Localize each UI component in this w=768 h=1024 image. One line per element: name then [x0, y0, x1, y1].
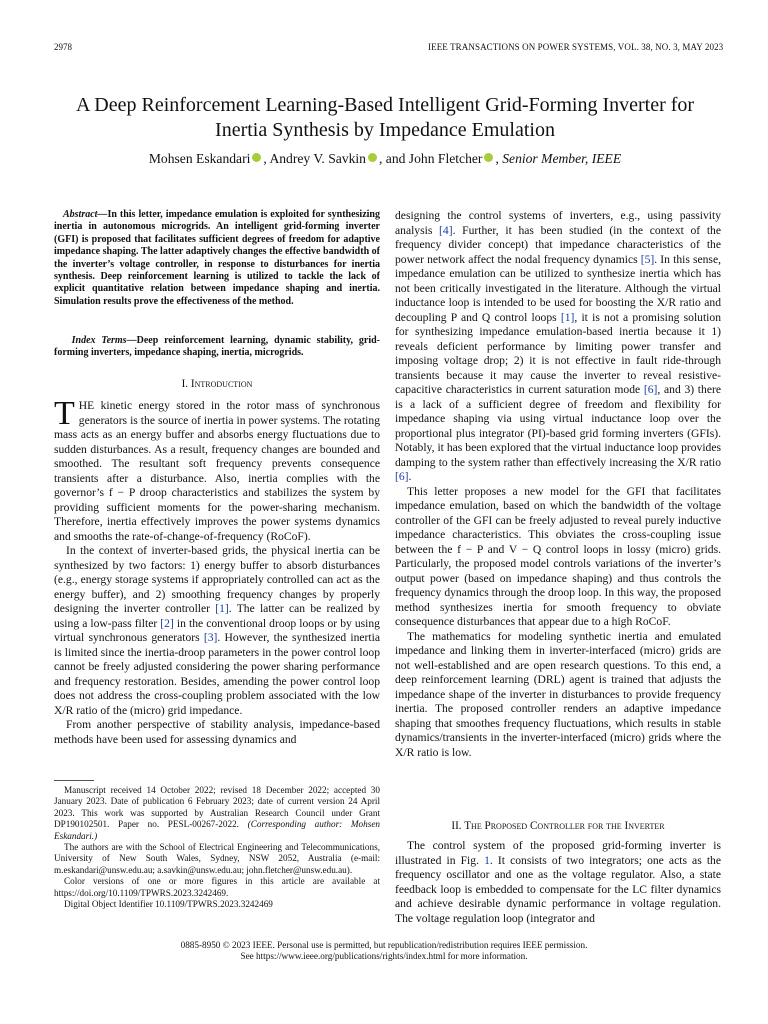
section-heading-introduction: I. Introduction: [181, 378, 253, 390]
section-heading-proposed-controller: II. The Proposed Controller for the Inverter: [451, 820, 665, 832]
footnote-doi: Digital Object Identifier 10.1109/TPWRS.2023.3242469: [64, 899, 273, 910]
citation-link[interactable]: [6]: [643, 383, 658, 396]
abstract-text: In this letter, impedance emulation is exploited for synthesizing inertia in autonomous microgrids. An intelligent grid-forming inverter (GFI) is proposed that facilitates sufficient degrees of freedom for adaptive impedance shaping. The latter adaptively changes the effective bandwidth of the inverter’s voltage controller, in response to disturbances for inertia synthesis. Deep reinforcement learning is utilized to tackle the lack of explicit quantitative relation between impedance shaping and inertia. Simulation results prove the effectiveness of the method.: [54, 209, 380, 307]
footnote-color: Color versions of one or more figures in this article are available at https://doi.org/10.1109/TPWRS.2023.3242469.: [54, 876, 380, 898]
title-line-2: Inertia Synthesis by Impedance Emulation: [215, 119, 555, 141]
footnote-manuscript: Manuscript received 14 October 2022; revised 18 December 2022; accepted 30 January 2023. Date of publication 6 February 2023; date of current version 24 April 2023. This work was supported by Australian Research Council under Grant DP190102501. Paper no. PESL-00267-2022. (Corresponding author: Mohsen Eskandari.): [54, 785, 380, 841]
author-3-membership: Senior Member, IEEE: [502, 151, 622, 166]
paragraph: In the context of inverter-based grids, the physical inertia can be synthesized by two factors: 1) energy buffer to absorb disturbances (e.g., energy storage systems if appropriately controlled can act as the energy buffer), and 2) smoothing frequency changes by properly designing the inverter controller [1]. The latter can be realized by using a low-pass filter [2] in the conventional droop loops or by using virtual synchronous generators [3]. However, the synthesized inertia is limited since the inertia-droop parameters in the power control loop cannot be freely adjusted considering the power sharing performance and frequency restoration. Besides, amending the power control loop does not address the cross-coupling problem associated with the low X/R ratio of the (micro) grid impedance.: [54, 544, 380, 717]
copyright-line-1: 0885-8950 © 2023 IEEE. Personal use is permitted, but republication/redistribution requires IEEE permission.: [180, 940, 588, 950]
citation-link[interactable]: [4]: [439, 223, 453, 237]
page-number: 2978: [54, 42, 72, 52]
abstract-label: Abstract—: [62, 209, 108, 220]
abstract: [54, 209, 380, 308]
citation-link[interactable]: [3]: [203, 631, 218, 644]
author-3: and John Fletcher: [385, 151, 483, 166]
author-2: Andrey V. Savkin: [269, 151, 366, 166]
author-1: Mohsen Eskandari: [148, 151, 251, 166]
index-terms-label: Index Terms—: [71, 335, 137, 346]
section-2-body: [395, 839, 721, 926]
citation-link[interactable]: [5]: [640, 252, 655, 266]
journal-header: IEEE TRANSACTIONS ON POWER SYSTEMS, VOL. 38, NO. 3, MAY 2023: [428, 42, 724, 52]
citation-link[interactable]: [6]: [395, 470, 409, 483]
title-line-1: A Deep Reinforcement Learning-Based Intelligent Grid-Forming Inverter for: [75, 94, 695, 116]
figure-link[interactable]: 1: [484, 853, 490, 867]
paragraph: From another perspective of stability analysis, impedance-based methods have been used for assessing dynamics and: [54, 718, 380, 746]
orcid-icon[interactable]: [484, 153, 493, 162]
copyright-notice: [54, 940, 714, 962]
paragraph: This letter proposes a new model for the GFI that facilitates impedance emulation, based on which the bandwidth of the voltage controller of the GFI can be freely adjusted to reveal purely inductive impedance characteristics. This obviates the cross-coupling issue between the f − P and V − Q control loops in lossy (micro) grids. Particularly, the proposed model controls variations of the inverter’s output power (based on impedance shaping) and thus controls the frequency dynamics through the droop loop. In this way, the proposed method synthesizes inertia for smooth frequency to obviate consequence disturbances that appear due to a high RoCoF.: [395, 484, 721, 628]
right-column-body: [395, 209, 721, 760]
paragraph: THE kinetic energy stored in the rotor mass of synchronous generators is the source of inertia in power systems. The rotating mass acts as an energy buffer and absorbs energy fluctuations due to sudden disturbances. As a result, frequency changes are bounded and smoothed. The resultant soft frequency prevents consequence transients after a disturbance. Also, inertia complies with the governor’s f − P droop characteristics and stabilizes the system by providing sufficient moments for the power-sharing mechanism. Therefore, inertia effectively improves the power systems dynamics and smooths the rate-of-change-of-frequency (RoCoF).: [54, 395, 380, 543]
paragraph: The control system of the proposed grid-forming inverter is illustrated in Fig. 1. It consists of two integrators; one acts as the frequency oscillator and one as the voltage regulator. Also, a state feedback loop is embedded to compensate for the LC filter dynamics and achieve desirable dynamic performance in voltage regulation. The voltage regulation loop (integrator and: [395, 839, 721, 925]
index-terms-text: Deep reinforcement learning, dynamic stability, grid-forming inverters, impedance shaping, inertia, microgrids.: [54, 335, 381, 359]
author-list: Mohsen Eskandari , Andrey V. Savkin , and John Fletcher , Senior Member, IEEE: [148, 151, 622, 166]
footnote-affiliation: The authors are with the School of Electrical Engineering and Telecommunications, University of New South Wales, Sydney, NSW 2052, Australia (e-mail: m.eskandari@unsw.edu.au; a.savkin@unsw.edu.au; john.fletcher@unsw.edu.au).: [54, 842, 380, 875]
citation-link[interactable]: [2]: [160, 616, 174, 630]
index-terms: [54, 335, 380, 360]
copyright-line-2: See https://www.ieee.org/publications/rights/index.html for more information.: [240, 951, 528, 961]
footnotes: [54, 785, 380, 910]
paragraph: The mathematics for modeling synthetic inertia and emulated impedance and linking them in inverter-interfaced (micro) grids are not well-established and are open research questions. To this end, a deep reinforcement learning (DRL) agent is trained that adjusts the impedance shape of the inverter in disturbances to provide frequency inertia. The proposed controller renders an adaptive impedance shaping that smoothes frequency fluctuations, which results in stable dynamics/transients in the inverter-interfaced (micro) grids where the X/R ratio is low.: [395, 629, 721, 759]
citation-link[interactable]: [1]: [560, 310, 575, 324]
orcid-icon[interactable]: [368, 153, 377, 162]
paragraph: designing the control systems of inverters, e.g., using passivity analysis [4]. Further, it has been studied (in the context of the frequency divider concept) that impedance characteristics of the power network affect the nodal frequency dynamics [5]. In this sense, impedance emulation can be utilized to synthesize inertia which has not been critically investigated in the literature. Although the virtual inductance loop is intended to be used for boosting the X/R ratio and decoupling P and Q control loops [1], it is not a promising solution for synthesizing impedance emulation-based inertia because it 1) reveals deficient performance by limiting power transfer and imposing voltage drop; 2) it is not effective in fault ride-through transients because it may cause the inverter to reveal resistive-capacitive characteristics in current saturation mode [6], and 3) there is a lack of a sufficient degree of freedom and flexibility for impedance shaping via using virtual inductance loop over the proportional plus integrator (PI)-based grid forming inverters (GFIs). Notably, it has been explored that the virtual inductance loop provides damping to the system rather than effectively increasing the X/R ratio [6].: [395, 209, 721, 483]
paper-title: [40, 93, 730, 143]
footnote-divider: [54, 780, 94, 781]
citation-link[interactable]: [1]: [215, 602, 229, 615]
left-column-body: [54, 395, 380, 747]
orcid-icon[interactable]: [252, 153, 261, 162]
drop-cap: T: [54, 395, 75, 432]
